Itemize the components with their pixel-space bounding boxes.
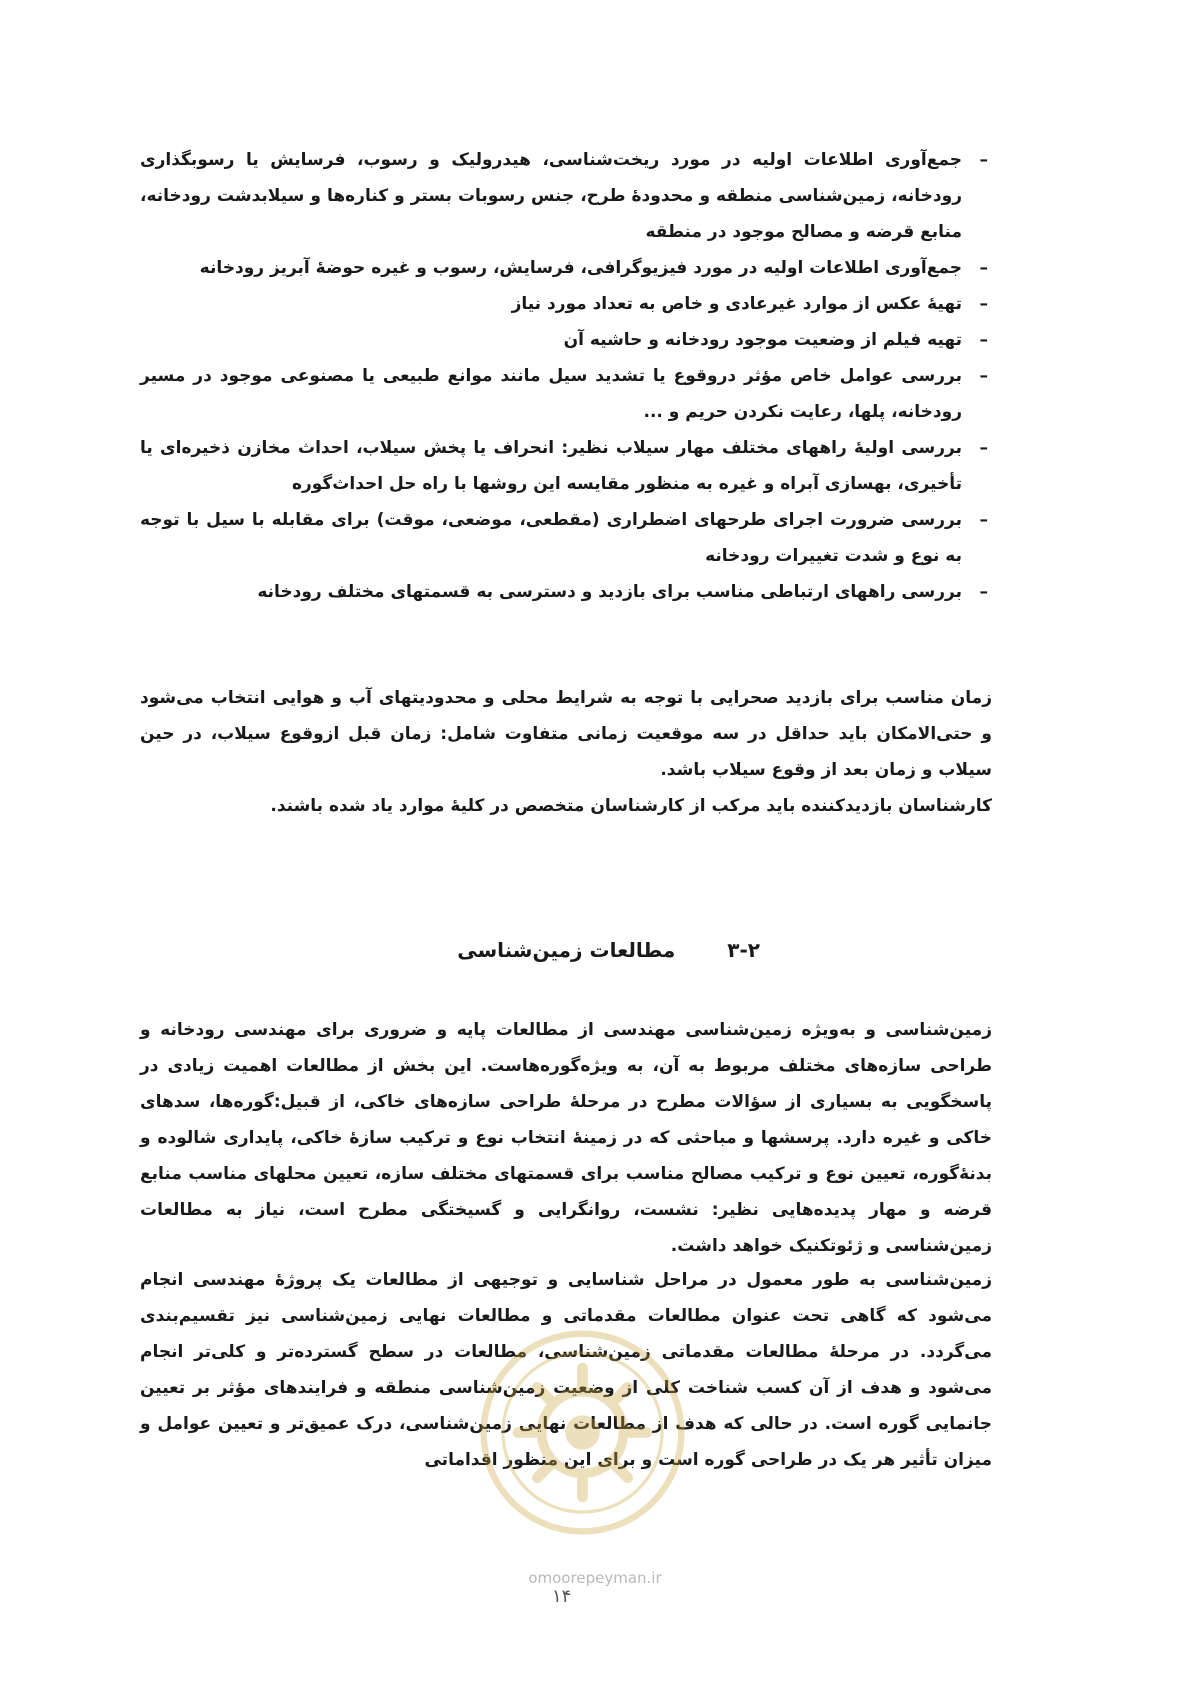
paragraph-visit-time: زمان مناسب برای بازدید صحرایی با توجه به شرایط محلی و محدودیتهای آب و هوایی انتخاب می‌شود و حتی‌الامکان باید حداقل در سه موقعیت زمانی متفاوت شامل: زمان قبل ازوقوع سیلاب، در حین سیلاب و زمان بعد از وقوع سیلاب باشد. [140,688,992,780]
section-heading [457,932,760,968]
bullet-list [140,142,992,610]
list-item: – تهیه فیلم از وضعیت موجود رودخانه و حاشیه آن [140,322,992,358]
paragraph-geology-intro: زمین‌شناسی و به‌ویژه زمین‌شناسی مهندسی از مطالعات پایه و ضروری برای مهندسی رودخانه و طراحی سازه‌های مختلف مربوط به آن، به ویژه‌گوره‌هاست. این بخش از مطالعات اهمیت زیادی در پاسخگویی به بسیاری از سؤالات مطرح در مرحلهٔ طراحی سازه‌های خاکی، از قبیل:گوره‌ها، سدهای خاکی و غیره دارد. پرسشها و مباحثی که در زمینهٔ انتخاب نوع و ترکیب سازهٔ خاکی، پایداری شالوده و بدنهٔ‌گوره، تعیین نوع و ترکیب مصالح مناسب برای قسمتهای مختلف سازه، تعیین محلهای مناسب منابع قرضه و مهار پدیده‌هایی نظیر: نشست، روانگرایی و گسیختگی مطرح است، نیاز به مطالعات زمین‌شناسی و ژئوتکنیک خواهد داشت. [140,1020,992,1256]
page-number: ۱۴ [552,1586,572,1607]
watermark-seal-icon [475,1325,690,1540]
website-watermark: omoorepeyman.ir [528,1569,662,1587]
section-title: مطالعات زمین‌شناسی [457,938,676,962]
page-footer [0,1568,1190,1607]
list-item: – بررسی اولیهٔ راههای مختلف مهار سیلاب نظیر: انحراف یا پخش سیلاب، احداث مخازن ذخیره‌ای یا تأخیری، بهسازی آبراه و غیره به منظور مقایسه این روشها با راه حل احداث‌گوره [140,430,992,502]
section-number: ۳-۲ [727,938,760,962]
paragraph-experts: کارشناسان بازدیدکننده باید مرکب از کارشناسان متخصص در کلیهٔ موارد یاد شده باشند. [270,796,992,816]
list-item: – بررسی ضرورت اجرای طرحهای اضطراری (مقطعی، موضعی، موقت) برای مقابله با سیل با توجه به نوع و شدت تغییرات رودخانه [140,502,992,574]
list-item: – بررسی عوامل خاص مؤثر دروقوع یا تشدید سیل مانند موانع طبیعی یا مصنوعی موجود در مسیر رودخانه، پلها، رعایت نکردن حریم و ... [140,358,992,430]
list-item: – بررسی راههای ارتباطی مناسب برای بازدید و دسترسی به قسمتهای مختلف رودخانه [140,574,992,610]
list-item: – جمع‌آوری اطلاعات اولیه در مورد فیزیوگرافی، فرسایش، رسوب و غیره حوضهٔ آبریز رودخانه [140,250,992,286]
list-item: – جمع‌آوری اطلاعات اولیه در مورد ریخت‌شناسی، هیدرولیک و رسوب، فرسایش یا رسوبگذاری رودخانه، زمین‌شناسی منطقه و محدودهٔ طرح، جنس رسوبات بستر و کناره‌ها و سیلابدشت رودخانه، منابع قرضه و مصالح موجود در منطقه [140,142,992,250]
list-item: – تهیهٔ عکس از موارد غیرعادی و خاص به تعداد مورد نیاز [140,286,992,322]
paragraph-geology-stages: زمین‌شناسی به طور معمول در مراحل شناسایی و توجیهی از مطالعات یک پروژهٔ مهندسی انجام می‌شود که گاهی تحت عنوان مطالعات مقدماتی و مطالعات نهایی زمین‌شناسی نیز تقسیم‌بندی می‌گردد. در مرحلهٔ مطالعات مقدماتی زمین‌شناسی، مطالعات در سطح گسترده‌تر و کلی‌تر انجام می‌شود و هدف از آن کسب شناخت کلی از وضعیت زمین‌شناسی منطقه و فرایندهای مؤثر بر تعیین جانمایی گوره است. در حالی که هدف از مطالعات نهایی زمین‌شناسی، درک عمیق‌تر و تعیین عوامل و میزان تأثیر هر یک در طراحی گوره است و برای این منظور اقداماتی [140,1270,992,1470]
